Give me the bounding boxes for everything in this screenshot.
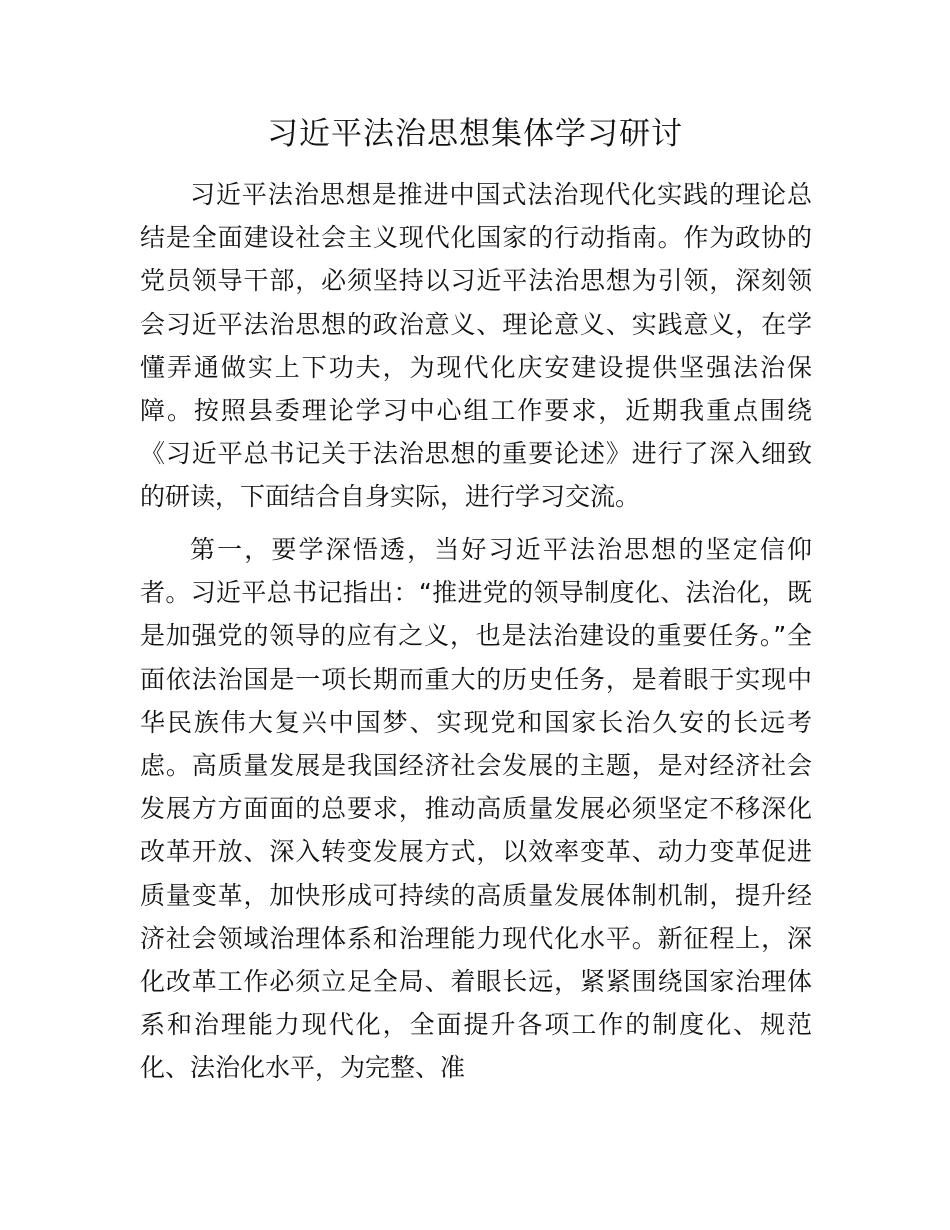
document-title: 习近平法治思想集体学习研讨 (267, 116, 683, 152)
paragraph-intro: 习近平法治思想是推进中国式法治现代化实践的理论总结是全面建设社会主义现代化国家的行动指南。作为政协的党员领导干部，必须坚持以习近平法治思想为引领，深刻领会习近平法治思想的政治意义、理论意义、实践意义，在学懂弄通做实上下功夫，为现代化庆安建设提供坚强法治保障。按照县委理论学习中心组工作要求，近期我重点围绕《习近平总书记关于法治思想的重要论述》进行了深入细致的研读，下面结合自身实际，进行学习交流。 (140, 180, 812, 512)
paragraph-first-point: 第一，要学深悟透，当好习近平法治思想的坚定信仰者。习近平总书记指出：“推进党的领导制度化、法治化，既是加强党的领导的应有之义，也是法治建设的重要任务。”全面依法治国是一项长期而重大的历史任务，是着眼于实现中华民族伟大复兴中国梦、实现党和国家长治久安的长远考虑。高质量发展是我国经济社会发展的主题，是对经济社会发展方方面面的总要求，推动高质量发展必须坚定不移深化改革开放、深入转变发展方式，以效率变革、动力变革促进质量变革，加快形成可持续的高质量发展体制机制，提升经济社会领域治理体系和治理能力现代化水平。新征程上，深化改革工作必须立足全局、着眼长远，紧紧围绕国家治理体系和治理能力现代化，全面提升各项工作的制度化、规范化、法治化水平，为完整、准 (140, 535, 812, 1083)
